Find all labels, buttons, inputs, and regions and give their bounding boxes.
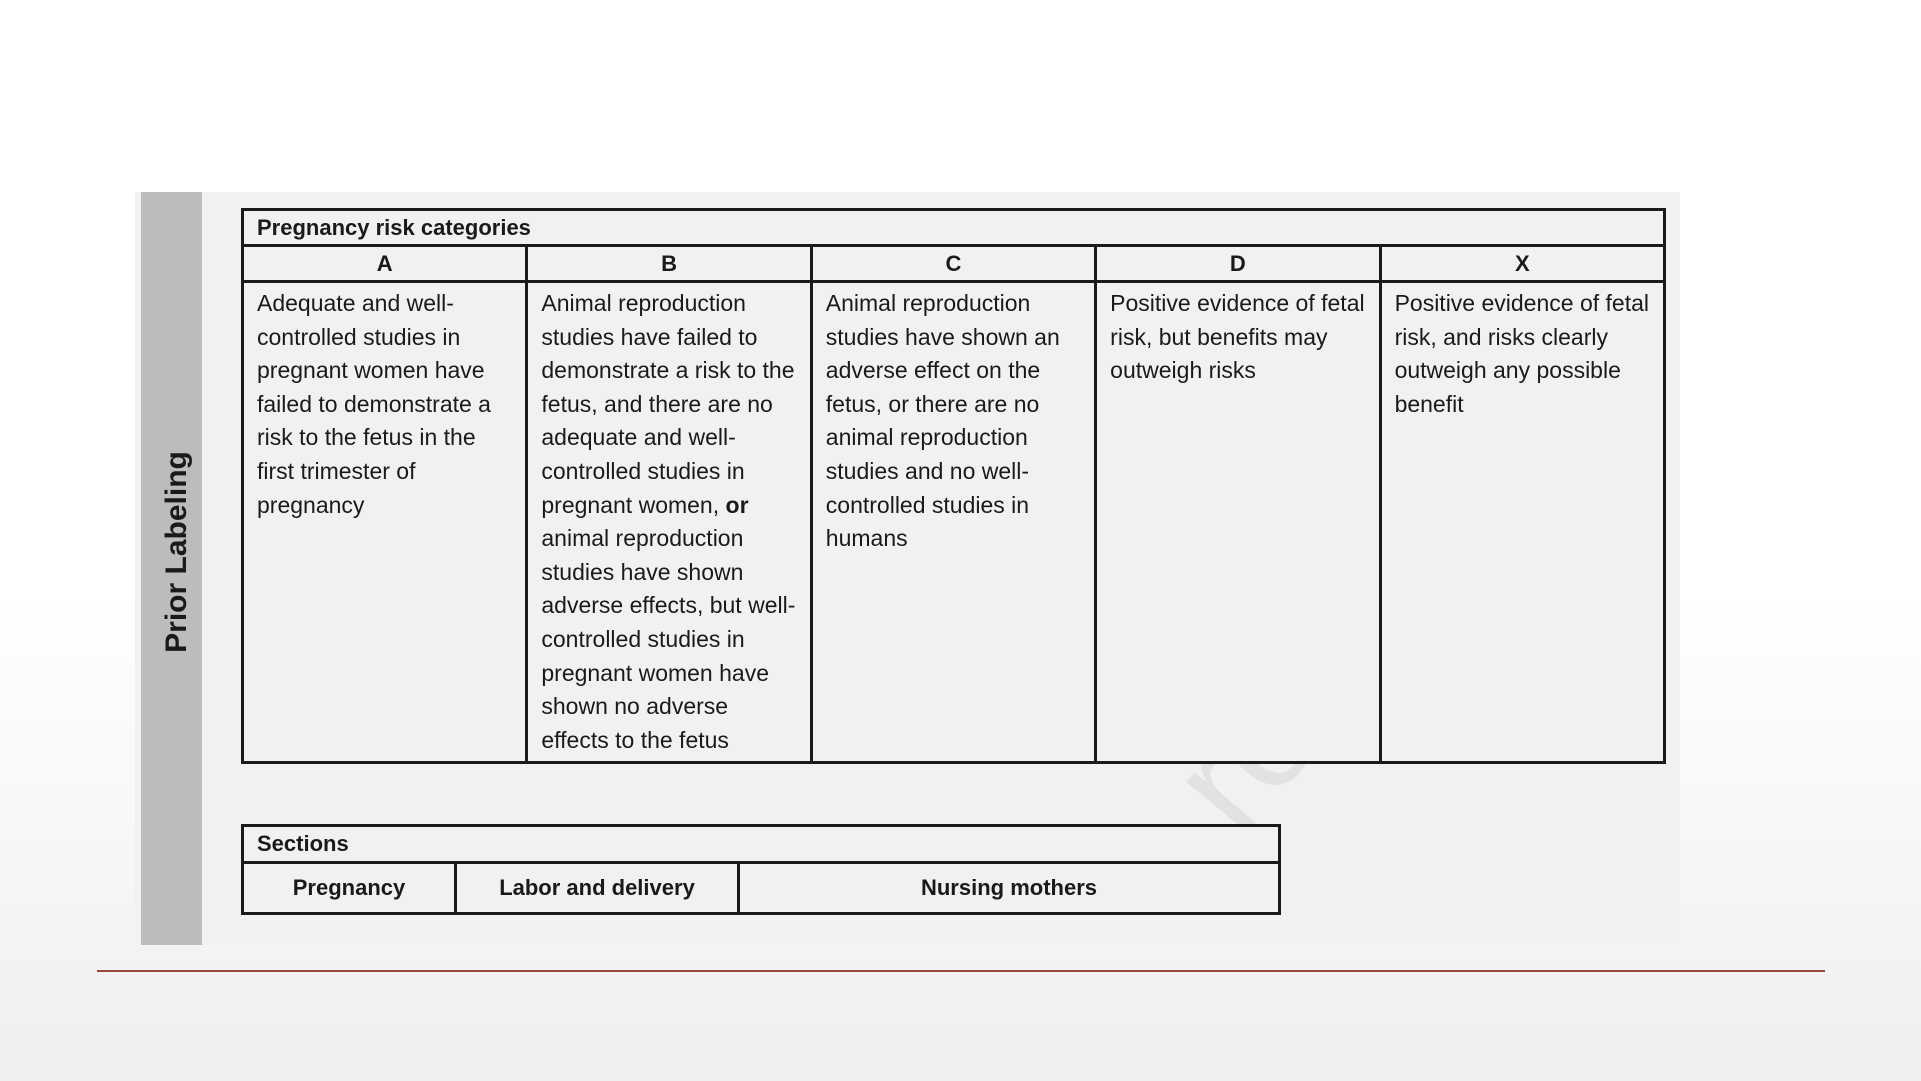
- labeling-figure: [135, 192, 1680, 945]
- category-d-header: D: [1096, 246, 1380, 282]
- section-labor-and-delivery: Labor and delivery: [456, 863, 739, 914]
- category-b-header: B: [527, 246, 811, 282]
- risk-table-header-row: [243, 246, 1665, 282]
- risk-table-description-row: [243, 282, 1665, 763]
- category-c-description: Animal reproduction studies have shown an adverse effect on the fetus, or there are no animal reproduction studies and no well-controlled studies in humans: [811, 282, 1095, 763]
- category-a-header: A: [243, 246, 527, 282]
- category-a-description: Adequate and well-controlled studies in pregnant women have failed to demonstrate a risk to the fetus in the first trimester of pregnancy: [243, 282, 527, 763]
- side-band: [141, 192, 202, 945]
- section-nursing-mothers: Nursing mothers: [739, 863, 1280, 914]
- category-b-description: [527, 282, 811, 763]
- category-d-description: Positive evidence of fetal risk, but benefits may outweigh risks: [1096, 282, 1380, 763]
- category-b-or: or: [725, 491, 749, 518]
- divider-line: [97, 970, 1825, 972]
- section-pregnancy: Pregnancy: [243, 863, 456, 914]
- category-x-description: Positive evidence of fetal risk, and risks clearly outweigh any possible benefit: [1380, 282, 1664, 763]
- pregnancy-risk-table: [241, 208, 1666, 764]
- category-x-header: X: [1380, 246, 1664, 282]
- sections-title-row: [243, 826, 1280, 863]
- category-c-header: C: [811, 246, 1095, 282]
- sections-items-row: [243, 863, 1280, 914]
- sections-table: [241, 824, 1281, 915]
- sections-title: Sections: [243, 826, 1280, 863]
- category-b-description-part2: animal reproduction studies have shown adverse effects, but well-controlled studies in pregnant women have shown no adverse effects to the fetus: [541, 525, 796, 753]
- category-b-description-part1: Animal reproduction studies have failed to demonstrate a risk to the fetus, and there are no adequate and well-controlled studies in pregnant women,: [541, 290, 795, 518]
- prior-labeling-label: Prior Labeling: [160, 451, 193, 653]
- risk-table-title: Pregnancy risk categories: [243, 210, 1665, 246]
- risk-table-title-row: [243, 210, 1665, 246]
